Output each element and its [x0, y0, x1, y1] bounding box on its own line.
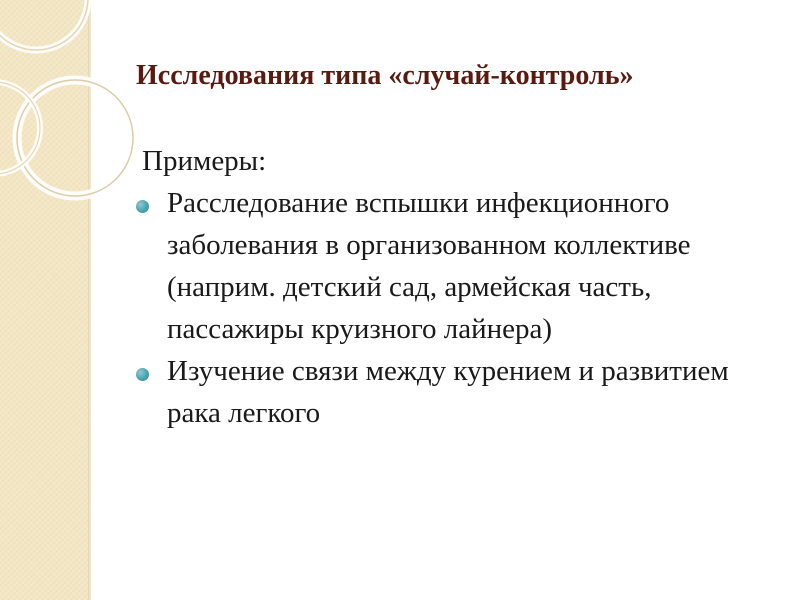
decorative-sidebar [0, 0, 88, 600]
bullet-text: Расследование вспышки инфекционного заболевания в организованном коллективе (наприм. детский сад, армейская часть, пассажиры круизного лайнера) [167, 187, 691, 345]
bullet-item-smoking [130, 350, 770, 434]
bullet-list [130, 182, 770, 434]
bullet-item-outbreak [130, 182, 770, 350]
slide-body [130, 140, 770, 434]
round-bullet-icon [136, 200, 149, 213]
bullet-text: Изучение связи между курением и развитием рака легкого [167, 355, 729, 429]
examples-label: Примеры: [142, 145, 267, 177]
round-bullet-icon [136, 368, 149, 381]
sidebar-edge [88, 0, 91, 600]
slide-title: Исследования типа «случай-контроль» [136, 60, 634, 91]
